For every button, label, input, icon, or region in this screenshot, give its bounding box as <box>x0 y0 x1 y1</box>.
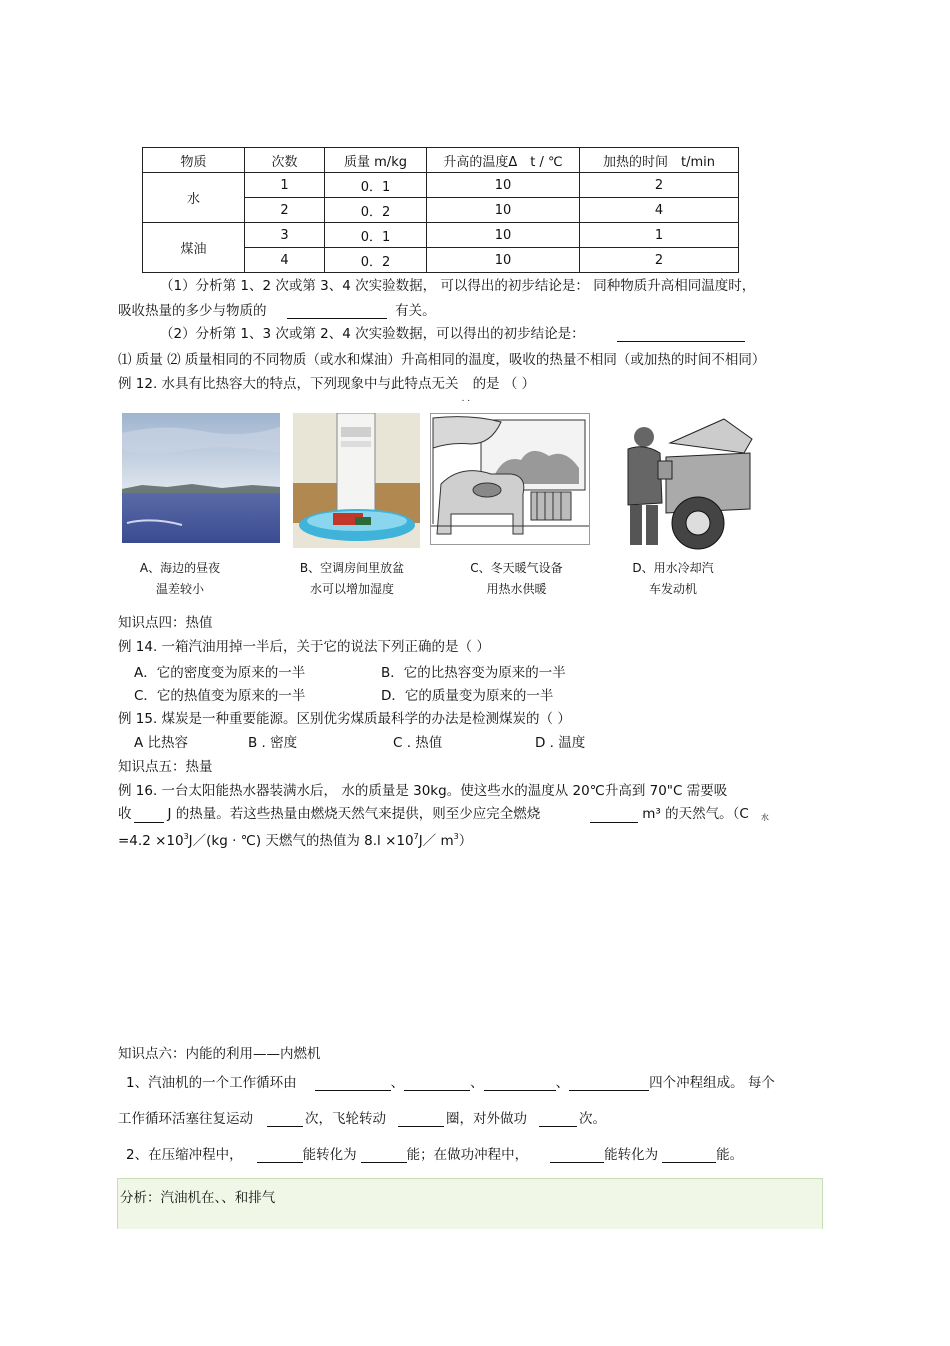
substance-cell: 水 <box>143 173 245 223</box>
table-header: 物质 <box>143 148 245 173</box>
ex16-text: ） <box>458 833 473 849</box>
table-cell: 1 <box>580 223 739 248</box>
option-a[interactable]: A 比热容 <box>134 735 189 751</box>
table-header: 次数 <box>245 148 325 173</box>
substance-cell: 煤油 <box>143 223 245 273</box>
answer-blank[interactable] <box>361 1146 407 1163</box>
answer-blank[interactable] <box>617 325 745 342</box>
table-header: 质量 m/kg <box>325 148 427 173</box>
table-header: 升高的温度Δ t / ℃ <box>427 148 580 173</box>
separator: 、 <box>555 1075 570 1091</box>
answer-blank[interactable] <box>484 1074 556 1091</box>
table-cell: 10 <box>427 223 580 248</box>
table-cell: 4 <box>245 248 325 273</box>
q6-text: 1、汽油机的一个工作循环由 <box>126 1075 297 1091</box>
example-15-stem: 例 15. 煤炭是一种重要能源。区别优劣煤质最科学的办法是检测煤炭的（ ） <box>118 711 571 727</box>
q6-text: 能转化为 <box>302 1147 357 1163</box>
analysis-text: 分析：汽油机在、、和排气 <box>120 1190 276 1206</box>
example-16-line-1: 例 16. 一台太阳能热水器装满水后， 水的质量是 30kg。使这些水的温度从 20℃升高到 70"C 需要吸 <box>118 783 728 799</box>
answer-blank[interactable] <box>315 1074 391 1091</box>
answer-blank[interactable] <box>404 1074 470 1091</box>
separator: 、 <box>470 1075 484 1091</box>
option-a[interactable]: A．它的密度变为原来的一半 <box>134 665 306 681</box>
table-header: 加热的时间 t/min <box>580 148 739 173</box>
table-cell: 0．1 <box>325 223 427 248</box>
example-16-line-2 <box>118 802 769 823</box>
answer-blank[interactable] <box>590 806 638 823</box>
ex16-superscript: 3 <box>183 832 189 841</box>
table-cell: 3 <box>245 223 325 248</box>
table-cell: 1 <box>245 173 325 198</box>
caption-line: 用热水供暖 <box>486 582 547 596</box>
answer-blank[interactable] <box>257 1146 303 1163</box>
answer-blank[interactable] <box>550 1146 604 1163</box>
q6-text: 能转化为 <box>604 1147 659 1163</box>
q6-text: 2、在压缩冲程中， <box>126 1147 243 1163</box>
table-cell: 2 <box>245 198 325 223</box>
q2-text: （2）分析第 1、3 次或第 2、4 次实验数据，可以得出的初步结论是： <box>160 326 585 342</box>
caption-line: D、用水冷却汽 <box>632 561 714 575</box>
knowledge-point-5: 知识点五：热量 <box>118 759 213 775</box>
seaside-photo-icon <box>122 413 280 543</box>
q6-text: 能。 <box>716 1147 744 1163</box>
option-b-caption <box>293 558 411 600</box>
caption-line: 车发动机 <box>648 582 697 596</box>
example-12: 例 12. 水具有比热容大的特点，下列现象中与此特点无关 . . 的是 （ ） <box>118 376 536 404</box>
answer-blank[interactable] <box>662 1146 716 1163</box>
table-cell: 10 <box>427 248 580 273</box>
knowledge-point-4: 知识点四：热值 <box>118 615 213 631</box>
ex16-text: J 的热量。若这些热量由燃烧天然气来提供，则至少应完全燃烧 <box>167 806 541 822</box>
table-header-row <box>143 148 739 173</box>
option-b[interactable]: B . 密度 <box>248 735 298 751</box>
option-b[interactable]: B．它的比热容变为原来的一半 <box>381 665 566 681</box>
caption-line: C、冬天暖气设备 <box>470 561 563 575</box>
experiment-table <box>142 147 739 273</box>
ex12-stem-end: 的是 （ ） <box>472 376 536 392</box>
q1-text: 吸收热量的多少与物质的 <box>118 303 267 319</box>
knowledge-point-6: 知识点六：内能的利用——内燃机 <box>118 1046 321 1062</box>
option-c[interactable]: C．它的热值变为原来的一半 <box>134 688 306 704</box>
table-row <box>143 173 739 198</box>
table-cell: 2 <box>580 173 739 198</box>
question-1-line-2 <box>118 299 436 319</box>
option-d[interactable]: D．它的质量变为原来的一半 <box>381 688 554 704</box>
q6-text: 四个冲程组成。 每个 <box>649 1075 775 1091</box>
separator: 、 <box>390 1075 405 1091</box>
option-c[interactable]: C . 热值 <box>393 735 443 751</box>
q6-text: 次。 <box>579 1111 606 1127</box>
table-cell: 10 <box>427 173 580 198</box>
ex16-text: m³ 的天然气。（C <box>642 806 749 822</box>
option-a-caption <box>135 558 225 600</box>
answer-blank[interactable] <box>398 1110 444 1127</box>
ex16-text: 收 <box>118 806 132 822</box>
q6-text: 能；在做功冲程中， <box>406 1147 529 1163</box>
caption-line: A、海边的昼夜 <box>139 561 221 575</box>
q6-text: 次，飞轮转动 <box>305 1111 386 1127</box>
question-6-1-line-1 <box>126 1071 775 1091</box>
answer-text: ⑴ 质量 ⑵ 质量相同的不同物质（或水和煤油）升高相同的温度，吸收的热量不相同（或加热的时间不相同） <box>118 352 766 368</box>
option-c-caption <box>464 558 569 600</box>
question-6-1-line-2 <box>118 1107 606 1127</box>
ex12-stem: 例 12. 水具有比热容大的特点，下列现象中与此特点无关 <box>118 376 459 392</box>
table-cell: 10 <box>427 198 580 223</box>
q6-text: 圈，对外做功 <box>446 1111 527 1127</box>
question-2 <box>160 322 745 342</box>
caption-line: 水可以增加湿度 <box>309 582 394 596</box>
question-1-line-1: （1）分析第 1、2 次或第 3、4 次实验数据， 可以得出的初步结论是： 同种物质升高相同温度时， <box>160 278 756 294</box>
ex16-text: =4.2 ×10 <box>118 833 184 849</box>
question-6-2 <box>126 1143 743 1163</box>
ex16-superscript: 7 <box>413 832 419 841</box>
ex16-subscript: 水 <box>760 813 769 822</box>
option-d[interactable]: D . 温度 <box>535 735 586 751</box>
answer-blank[interactable] <box>134 806 164 823</box>
ex16-superscript: 3 <box>453 832 459 841</box>
answer-blank[interactable] <box>287 302 387 319</box>
table-cell: 0．2 <box>325 198 427 223</box>
table-cell: 4 <box>580 198 739 223</box>
caption-line: B、空调房间里放盆 <box>299 561 405 575</box>
ex16-text: J／ m <box>418 833 454 849</box>
table-cell: 0．2 <box>325 248 427 273</box>
example-14-stem: 例 14. 一箱汽油用掉一半后，关于它的说法下列正确的是（ ） <box>118 639 490 655</box>
table-row <box>143 223 739 248</box>
answer-blank[interactable] <box>569 1074 649 1091</box>
q1-text-end: 有关。 <box>395 303 436 319</box>
caption-line: 温差较小 <box>155 582 204 596</box>
analysis-box <box>117 1178 823 1229</box>
air-conditioner-photo-icon <box>293 413 420 548</box>
car-engine-cooling-icon <box>614 413 755 555</box>
ex16-text: J／(kg · ℃) 天燃气的热值为 8.l ×10 <box>188 833 414 849</box>
answer-blank[interactable] <box>539 1110 577 1127</box>
option-d-caption <box>628 558 718 600</box>
table-cell: 2 <box>580 248 739 273</box>
example-16-line-3 <box>118 829 472 849</box>
radiator-room-icon <box>430 413 590 545</box>
table-cell: 0．1 <box>325 173 427 198</box>
answer-blank[interactable] <box>267 1110 303 1127</box>
q6-text: 工作循环活塞往复运动 <box>118 1111 253 1127</box>
